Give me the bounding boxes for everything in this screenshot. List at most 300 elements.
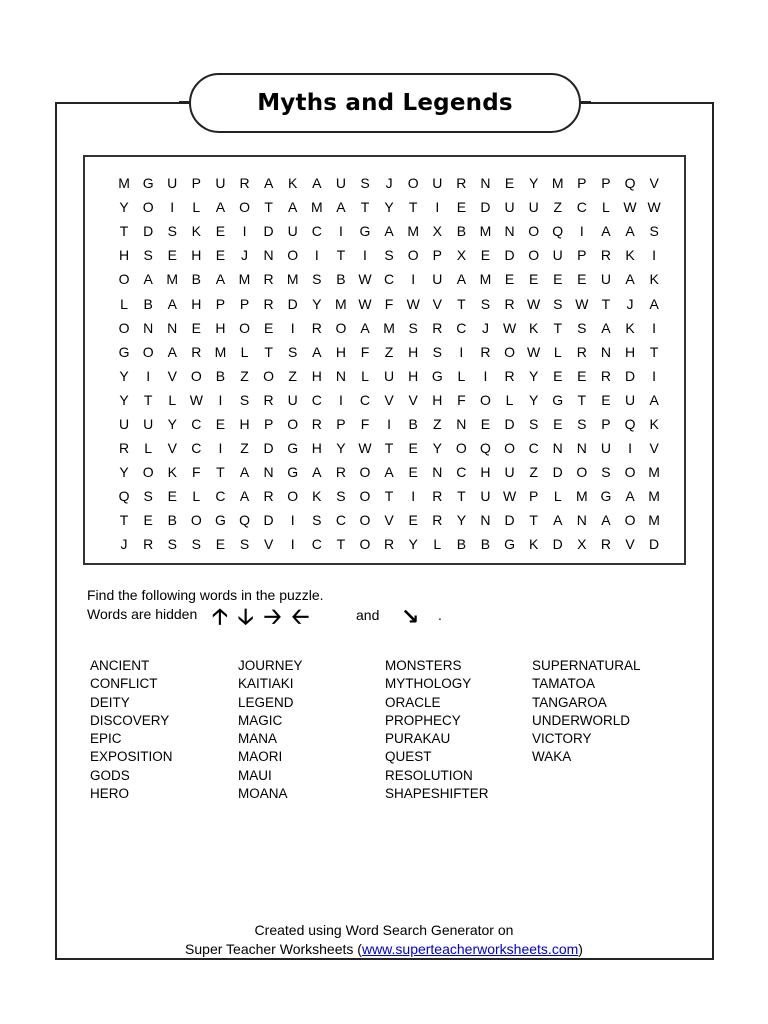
and-text: and [356,607,380,623]
grid-cell: C [456,319,467,336]
grid-cell: K [625,319,635,336]
grid-cell: Q [624,415,636,432]
grid-cell: O [455,440,467,457]
word-item: DISCOVERY [90,712,170,728]
grid-cell: E [215,415,226,432]
grid-cell: U [335,175,346,192]
grid-cell: I [459,343,464,360]
grid-cell: T [649,343,659,360]
grid-cell: P [239,295,250,312]
word-item: SUPERNATURAL [532,658,641,673]
grid-cell: L [457,367,466,384]
grid-cell: O [142,464,154,481]
word-item: EXPOSITION [90,749,173,765]
grid-row [112,316,666,340]
grid-cell: P [215,295,226,312]
word-item: VICTORY [532,731,592,747]
grid-cell: U [287,223,298,240]
grid-cell: C [311,536,322,553]
grid-cell: G [552,391,564,408]
grid-cell: W [358,295,372,312]
grid-cell: V [432,295,442,312]
grid-cell: G [431,367,443,384]
word-item: GODS [90,767,130,783]
grid-cell: M [479,271,492,288]
grid-cell: O [576,464,588,481]
grid-cell: E [577,367,587,384]
grid-row [112,484,666,508]
grid-cell: R [504,295,515,312]
grid-cell: A [456,271,467,288]
grid-cell: W [575,295,589,312]
grid-cell: I [290,536,295,553]
grid-cell: P [263,415,274,432]
grid-cell: O [190,367,202,384]
word-item: PROPHECY [385,712,461,728]
grid-cell: B [191,271,201,288]
grid-cell: P [577,247,587,264]
grid-row [112,340,666,364]
grid-cell: M [238,271,251,288]
grid-cell: N [456,415,467,432]
grid-cell: E [480,415,491,432]
grid-cell: A [601,512,611,529]
grid-cell: O [287,488,299,505]
grid-cell: T [384,440,394,457]
grid-cell: L [505,391,514,408]
footer-suffix: ) [578,941,583,957]
grid-cell: L [553,343,562,360]
grid-row [112,532,666,556]
grid-cell: I [483,367,488,384]
word-item: MONSTERS [385,658,462,673]
grid-cell: N [167,319,178,336]
grid-cell: R [263,295,274,312]
grid-cell: W [358,271,372,288]
grid-cell: U [504,464,515,481]
grid-cell: H [239,415,250,432]
grid-cell: I [387,415,392,432]
grid-cell: O [287,415,299,432]
grid-cell: H [311,367,322,384]
grid-cell: U [552,247,563,264]
grid-cell: V [649,440,659,457]
grid-cell: B [408,415,418,432]
grid-cell: O [287,247,299,264]
grid-cell: S [649,223,659,240]
grid-cell: W [406,295,420,312]
grid-cell: T [336,247,346,264]
grid-cell: T [408,199,418,216]
grid-cell: E [408,440,418,457]
grid-cell: U [143,415,154,432]
instructions-line-2: Words are hidden [87,606,198,622]
grid-cell: C [576,199,587,216]
grid-cell: S [432,343,442,360]
grid-cell: E [167,247,177,264]
grid-cell: N [576,440,587,457]
grid-cell: F [457,391,466,408]
grid-cell: Z [288,367,297,384]
grid-cell: O [624,512,636,529]
grid-cell: I [338,223,343,240]
grid-cell: W [358,440,372,457]
grid-cell: S [167,223,177,240]
grid-cell: A [288,199,298,216]
grid-cell: E [215,536,226,553]
grid-cell: W [502,488,517,505]
grid-cell: B [215,367,226,384]
grid-cell: I [242,223,247,240]
grid-cell: K [625,247,635,264]
grid-cell: E [167,488,177,505]
grid-row [112,364,666,388]
grid-cell: I [652,247,657,264]
grid-cell: H [408,343,419,360]
grid-cell: S [577,415,587,432]
grid-cell: G [214,512,226,529]
word-item: MOANA [238,786,288,802]
grid-cell: L [168,391,177,408]
grid-cell: Y [528,175,539,192]
grid-cell: A [215,199,226,216]
grid-cell: Y [432,440,442,457]
grid-cell: M [286,271,299,288]
grid-cell: V [167,367,177,384]
grid-cell: I [290,512,295,529]
grid-cell: S [601,464,611,481]
footer-credit: Created using Word Search Generator on [254,922,514,938]
grid-cell: D [624,367,636,384]
grid-cell: R [432,512,443,529]
word-item: TANGAROA [532,694,607,710]
grid-cell: A [649,295,659,312]
word-item: RESOLUTION [385,767,473,783]
grid-cell: S [480,295,491,312]
grid-cell: U [600,271,611,288]
grid-cell: H [432,391,443,408]
grid-cell: I [218,391,223,408]
grid-cell: M [648,512,660,529]
grid-cell: H [191,295,202,312]
grid-cell: I [628,440,632,457]
grid-cell: M [310,199,323,216]
grid-cell: T [119,512,129,529]
grid-cell: O [528,223,540,240]
grid-cell: U [528,199,539,216]
grid-cell: Z [432,415,442,432]
grid-cell: L [433,536,442,553]
grid-cell: S [167,536,177,553]
word-item: MAGIC [238,712,283,728]
grid-cell: R [335,464,346,481]
grid-cell: E [408,512,418,529]
grid-cell: N [143,319,154,336]
grid-row [112,388,666,412]
grid-row [112,243,666,267]
grid-cell: H [311,440,322,457]
grid-cell: A [167,343,177,360]
grid-cell: H [118,247,130,264]
grid-cell: E [601,391,611,408]
right-arrow-icon: 🡢 [263,605,282,630]
grid-cell: A [215,271,226,288]
grid-cell: O [359,512,371,529]
grid-row [112,291,666,315]
grid-cell: A [239,488,250,505]
grid-cell: E [480,247,491,264]
grid-cell: O [624,464,636,481]
grid-cell: Q [624,175,636,192]
grid-cell: R [600,247,611,264]
grid-cell: B [456,536,467,553]
grid-cell: N [504,223,515,240]
grid-cell: O [142,343,154,360]
grid-cell: E [553,415,563,432]
grid-cell: L [120,295,128,312]
grid-cell: A [384,464,394,481]
grid-cell: O [359,488,371,505]
grid-cell: S [336,488,346,505]
grid-cell: I [146,367,151,384]
grid-cell: Q [118,488,130,505]
grid-cell: O [504,343,515,360]
down-arrow-icon: 🡣 [237,605,254,630]
grid-cell: M [214,343,227,360]
grid-cell: T [529,512,538,529]
grid-cell: I [411,488,416,505]
grid-cell: A [601,223,611,240]
grid-cell: N [480,175,491,192]
grid-cell: M [551,175,564,192]
grid-cell: E [553,367,563,384]
grid-cell: B [143,295,153,312]
grid-cell: U [432,271,443,288]
grid-cell: N [335,367,346,384]
word-item: MAUI [238,767,272,783]
grid-cell: E [191,319,201,336]
grid-cell: C [384,271,395,288]
grid-cell: T [143,391,153,408]
grid-cell: E [577,271,587,288]
grid-cell: A [336,199,346,216]
grid-cell: I [218,440,223,457]
grid-cell: R [143,536,154,553]
word-item: WAKA [532,749,572,765]
grid-cell: M [575,488,588,505]
grid-cell: S [143,488,153,505]
grid-cell: N [600,343,611,360]
grid-cell: H [215,319,226,336]
grid-cell: U [118,415,130,432]
grid-cell: U [624,391,636,408]
grid-cell: C [215,488,226,505]
grid-cell: A [143,271,153,288]
grid-cell: O [263,367,275,384]
word-item: QUEST [385,749,432,765]
grid-cell: C [311,223,322,240]
grid-cell: T [119,223,129,240]
grid-cell: P [601,175,611,192]
word-item: KAITIAKI [238,676,294,692]
grid-cell: D [504,415,515,432]
grid-cell: D [263,440,274,457]
grid-cell: A [360,319,370,336]
grid-cell: M [648,488,660,505]
left-arrow-icon: 🡠 [291,605,310,630]
word-item: HERO [90,786,130,802]
grid-cell: W [623,199,637,216]
grid-cell: R [576,343,587,360]
grid-cell: W [502,319,517,336]
grid-cell: T [264,343,273,360]
grid-cell: C [335,512,346,529]
grid-cell: C [528,440,539,457]
grid-cell: R [118,440,130,457]
word-item: CONFLICT [90,676,158,692]
grid-cell: S [191,536,201,553]
grid-cell: Y [119,367,129,384]
grid-cell: W [527,343,541,360]
grid-cell: D [263,223,274,240]
grid-cell: E [504,175,515,192]
grid-cell: G [600,488,612,505]
grid-cell: R [432,319,443,336]
grid-cell: E [215,247,226,264]
grid-cell: Y [336,440,346,457]
grid-cell: S [288,343,298,360]
grid-row [112,219,666,243]
grid-cell: K [312,488,322,505]
word-item: LEGEND [238,694,294,710]
grid-cell: K [288,175,298,192]
grid-cell: K [649,271,659,288]
word-item: EPIC [90,731,122,747]
grid-cell: O [407,247,419,264]
grid-cell: P [432,247,442,264]
footer-link[interactable]: www.superteacherworksheets.com [361,941,579,957]
grid-cell: G [287,440,299,457]
grid-cell: S [384,247,394,264]
grid-cell: E [504,271,515,288]
grid-cell: R [263,488,274,505]
grid-cell: Y [408,536,418,553]
page-title: Myths and Legends [257,90,513,116]
grid-cell: Z [384,343,394,360]
grid-cell: P [336,415,346,432]
grid-cell: C [359,391,371,408]
grid-cell: I [652,367,657,384]
grid-cell: M [648,464,660,481]
grid-cell: W [527,295,541,312]
grid-cell: E [143,512,153,529]
grid-cell: I [363,247,367,264]
grid-cell: S [239,391,250,408]
grid-cell: C [311,391,322,408]
grid-cell: O [142,199,154,216]
grid-cell: R [504,367,515,384]
grid-cell: I [170,199,175,216]
grid-cell: A [384,223,394,240]
grid-cell: V [408,391,418,408]
grid-cell: N [263,247,274,264]
grid-cell: U [287,391,298,408]
grid-cell: A [167,295,177,312]
grid-cell: L [192,199,201,216]
grid-cell: S [553,295,563,312]
grid-cell: D [552,464,563,481]
grid-cell: D [287,295,298,312]
grid-cell: H [624,343,636,360]
grid-cell: A [312,464,322,481]
grid-cell: S [312,271,322,288]
grid-cell: U [167,175,178,192]
word-list-column-3 [385,657,489,803]
grid-cell: T [577,391,587,408]
word-item: DEITY [90,694,130,710]
grid-cell: P [191,175,201,192]
period-text: . [438,607,442,623]
grid-cell: E [456,199,467,216]
grid-cell: F [360,343,370,360]
grid-cell: S [312,512,322,529]
grid-cell: T [384,488,394,505]
grid-cell: N [576,512,587,529]
grid-cell: G [142,175,154,192]
grid-cell: Z [240,440,249,457]
grid-cell: T [457,295,466,312]
grid-cell: V [263,536,274,553]
grid-cell: T [457,488,466,505]
grid-cell: F [360,415,370,432]
grid-cell: B [167,512,177,529]
grid-cell: Y [456,512,467,529]
grid-cell: B [336,271,346,288]
grid-cell: V [649,175,659,192]
grid-cell: L [602,199,610,216]
grid-cell: R [311,319,322,336]
grid-cell: S [143,247,153,264]
grid-cell: H [480,464,491,481]
grid-cell: Z [240,367,249,384]
grid-cell: A [649,391,659,408]
grid-cell: A [625,223,635,240]
grid-cell: O [359,464,371,481]
word-item: SHAPESHIFTER [385,786,489,802]
grid-cell: S [360,175,370,192]
grid-cell: A [312,343,322,360]
word-item: JOURNEY [238,658,303,673]
grid-cell: I [338,391,343,408]
grid-cell: M [383,319,395,336]
footer-prefix: Super Teacher Worksheets ( [185,941,362,957]
grid-cell: P [577,175,587,192]
word-item: MAORI [238,749,283,765]
grid-cell: Y [312,295,322,312]
grid-cell: G [504,536,515,553]
direction-arrows [212,606,309,630]
grid-cell: B [480,536,491,553]
grid-row [112,460,666,484]
grid-cell: K [167,464,177,481]
grid-cell: O [190,512,202,529]
grid-cell: C [456,464,467,481]
grid-cell: M [407,223,419,240]
grid-cell: U [432,175,443,192]
grid-cell: R [480,343,491,360]
grid-cell: D [263,512,274,529]
grid-cell: O [118,271,130,288]
